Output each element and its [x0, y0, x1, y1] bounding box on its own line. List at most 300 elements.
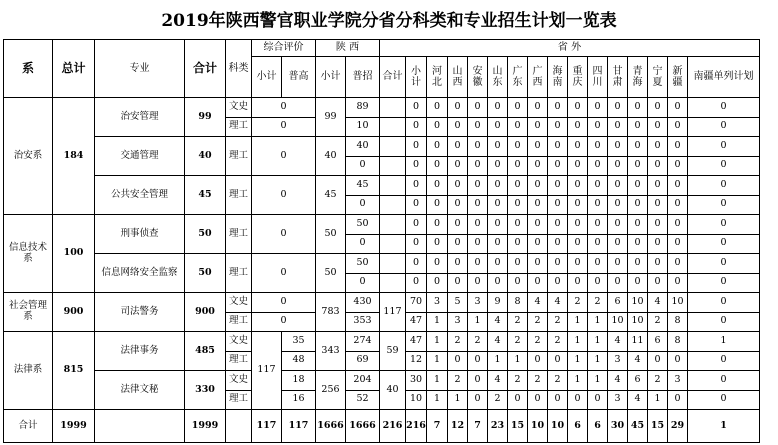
- out-value-cell: 47: [405, 312, 427, 333]
- out-value-cell: 0: [447, 214, 468, 235]
- out-value-cell: 0: [627, 175, 648, 196]
- header-province: 广东: [507, 56, 528, 98]
- out-value-cell: 0: [426, 136, 448, 157]
- out-value-cell: 0: [567, 156, 588, 177]
- totals-comp-high: 117: [281, 409, 316, 443]
- out-value-cell: 0: [627, 97, 648, 118]
- out-total-cell: 59: [379, 331, 406, 371]
- out-value-cell: 0: [567, 234, 588, 255]
- header-province: 新疆: [667, 56, 688, 98]
- totals-comp-sub: 117: [251, 409, 282, 443]
- out-value-cell: 10: [627, 292, 648, 313]
- dept-total: 100: [52, 214, 95, 293]
- out-value-cell: 0: [667, 175, 688, 196]
- out-value-cell: 0: [467, 117, 488, 138]
- out-value-cell: 0: [487, 195, 508, 216]
- sx-gen-cell: 430: [345, 292, 380, 313]
- subject-cell: 文史: [225, 292, 252, 313]
- out-value-cell: 3: [426, 292, 448, 313]
- out-value-cell: 0: [507, 273, 528, 294]
- out-total-cell: 117: [379, 292, 406, 332]
- out-value-cell: 0: [527, 390, 548, 411]
- out-value-cell: 0: [647, 136, 668, 157]
- totals-total: 1999: [52, 409, 95, 443]
- comp-cell: 0: [251, 117, 316, 138]
- out-value-cell: 4: [647, 292, 668, 313]
- header-comprehensive: 综合评价: [251, 39, 316, 57]
- out-value-cell: 1: [687, 331, 760, 352]
- totals-sx-sub: 1666: [315, 409, 346, 443]
- out-value-cell: 0: [667, 117, 688, 138]
- header-comp-high: 普高: [281, 56, 316, 98]
- out-value-cell: 0: [647, 156, 668, 177]
- out-value-cell: 3: [447, 312, 468, 333]
- major-name: 治安管理: [94, 97, 185, 137]
- sx-sub-cell: 783: [315, 292, 346, 332]
- out-value-cell: 0: [467, 214, 488, 235]
- header-province: 安徽: [467, 56, 488, 98]
- comp-cell: 0: [251, 214, 316, 254]
- out-value-cell: 0: [507, 136, 528, 157]
- out-value-cell: 0: [647, 234, 668, 255]
- out-value-cell: 0: [547, 214, 568, 235]
- out-value-cell: 0: [667, 351, 688, 372]
- totals-value: 15: [507, 409, 528, 443]
- out-value-cell: 3: [607, 390, 628, 411]
- totals-value: 29: [667, 409, 688, 443]
- totals-value: 1: [687, 409, 760, 443]
- out-value-cell: 6: [607, 292, 628, 313]
- out-value-cell: 0: [647, 195, 668, 216]
- out-value-cell: 4: [547, 292, 568, 313]
- out-value-cell: 0: [687, 390, 760, 411]
- out-value-cell: 2: [487, 390, 508, 411]
- out-value-cell: 0: [467, 370, 488, 391]
- header-sx-gen: 普招: [345, 56, 380, 98]
- out-value-cell: 0: [527, 214, 548, 235]
- header-province: 海南: [547, 56, 568, 98]
- header-comp-sub: 小计: [251, 56, 282, 98]
- header-province: 山东: [487, 56, 508, 98]
- out-value-cell: 6: [627, 370, 648, 391]
- out-value-cell: 0: [627, 195, 648, 216]
- out-value-cell: 0: [627, 234, 648, 255]
- out-value-cell: 0: [487, 175, 508, 196]
- out-value-cell: 0: [587, 136, 608, 157]
- out-value-cell: 0: [687, 117, 760, 138]
- major-name: 交通管理: [94, 136, 185, 176]
- out-value-cell: 4: [527, 292, 548, 313]
- sx-gen-cell: 50: [345, 214, 380, 235]
- subject-cell: 理工: [225, 117, 252, 138]
- out-value-cell: 0: [567, 214, 588, 235]
- out-total-cell: [379, 195, 406, 216]
- out-value-cell: 0: [547, 97, 568, 118]
- out-value-cell: 0: [447, 351, 468, 372]
- out-value-cell: 0: [607, 234, 628, 255]
- out-value-cell: 0: [607, 156, 628, 177]
- header-dept: 系: [3, 39, 53, 98]
- out-value-cell: 2: [507, 370, 528, 391]
- comp-cell: 0: [251, 292, 316, 313]
- out-value-cell: 1: [567, 370, 588, 391]
- out-value-cell: 0: [426, 273, 448, 294]
- major-name: 法律文秘: [94, 370, 185, 410]
- header-province: 广西: [527, 56, 548, 98]
- out-value-cell: 0: [547, 351, 568, 372]
- out-value-cell: 0: [547, 195, 568, 216]
- out-value-cell: 2: [587, 292, 608, 313]
- out-value-cell: 0: [687, 195, 760, 216]
- sx-gen-cell: 50: [345, 253, 380, 274]
- major-total: 45: [184, 175, 226, 215]
- out-value-cell: 1: [426, 331, 448, 352]
- dept-name: 信息技术系: [3, 214, 53, 293]
- out-value-cell: 0: [447, 136, 468, 157]
- sx-sub-cell: 99: [315, 97, 346, 137]
- sx-gen-cell: 40: [345, 136, 380, 157]
- out-value-cell: 0: [667, 97, 688, 118]
- out-value-cell: 0: [547, 136, 568, 157]
- sx-gen-cell: 0: [345, 195, 380, 216]
- out-value-cell: 0: [547, 234, 568, 255]
- out-value-cell: 4: [607, 331, 628, 352]
- totals-blank: [225, 409, 252, 443]
- out-value-cell: 0: [667, 214, 688, 235]
- out-value-cell: 4: [487, 312, 508, 333]
- out-value-cell: 0: [587, 253, 608, 274]
- out-value-cell: 0: [467, 136, 488, 157]
- header-outside: 省 外: [379, 39, 760, 57]
- out-value-cell: 0: [487, 156, 508, 177]
- subject-cell: 理工: [225, 175, 252, 215]
- out-value-cell: 30: [405, 370, 427, 391]
- sx-sub-cell: 256: [315, 370, 346, 410]
- out-value-cell: 0: [587, 273, 608, 294]
- out-value-cell: 0: [607, 253, 628, 274]
- totals-label: 合计: [3, 409, 53, 443]
- subject-cell: 理工: [225, 351, 252, 372]
- out-value-cell: 0: [467, 234, 488, 255]
- out-value-cell: 0: [667, 390, 688, 411]
- out-total-cell: [379, 97, 406, 118]
- totals-value: 10: [547, 409, 568, 443]
- out-value-cell: 0: [527, 195, 548, 216]
- totals-value: 7: [426, 409, 448, 443]
- out-value-cell: 0: [467, 97, 488, 118]
- out-value-cell: 1: [587, 370, 608, 391]
- out-value-cell: 12: [405, 351, 427, 372]
- header-subject: 科类: [225, 39, 252, 98]
- out-value-cell: 6: [647, 331, 668, 352]
- out-value-cell: 4: [627, 351, 648, 372]
- totals-value: 12: [447, 409, 468, 443]
- out-value-cell: 0: [647, 214, 668, 235]
- out-value-cell: 0: [567, 195, 588, 216]
- out-value-cell: 0: [667, 234, 688, 255]
- out-value-cell: 3: [467, 292, 488, 313]
- out-value-cell: 2: [567, 292, 588, 313]
- out-value-cell: 3: [667, 370, 688, 391]
- out-value-cell: 8: [667, 331, 688, 352]
- out-value-cell: 0: [587, 117, 608, 138]
- major-total: 900: [184, 292, 226, 332]
- sx-sub-cell: 45: [315, 175, 346, 215]
- out-value-cell: 0: [487, 253, 508, 274]
- out-value-cell: 0: [405, 234, 427, 255]
- header-province: 重庆: [567, 56, 588, 98]
- out-value-cell: 0: [607, 175, 628, 196]
- out-value-cell: 0: [507, 234, 528, 255]
- comp-cell: 0: [251, 175, 316, 215]
- out-value-cell: 0: [627, 156, 648, 177]
- out-value-cell: 0: [607, 195, 628, 216]
- out-value-cell: 0: [405, 175, 427, 196]
- out-value-cell: 0: [687, 312, 760, 333]
- sx-sub-cell: 40: [315, 136, 346, 176]
- out-value-cell: 0: [487, 117, 508, 138]
- sx-gen-cell: 69: [345, 351, 380, 372]
- out-value-cell: 0: [687, 97, 760, 118]
- out-value-cell: 0: [567, 253, 588, 274]
- out-value-cell: 0: [426, 156, 448, 177]
- out-value-cell: 0: [507, 117, 528, 138]
- out-value-cell: 1: [587, 312, 608, 333]
- totals-value: 45: [627, 409, 648, 443]
- header-province: 青海: [627, 56, 648, 98]
- out-total-cell: [379, 234, 406, 255]
- totals-value: 15: [647, 409, 668, 443]
- out-value-cell: 4: [627, 390, 648, 411]
- page-title: 2019年陕西警官职业学院分省分科类和专业招生计划一览表: [161, 11, 617, 31]
- out-value-cell: 1: [467, 312, 488, 333]
- out-value-cell: 0: [627, 136, 648, 157]
- out-value-cell: 0: [527, 273, 548, 294]
- out-value-cell: 0: [447, 253, 468, 274]
- sx-gen-cell: 10: [345, 117, 380, 138]
- totals-value: 10: [527, 409, 548, 443]
- out-value-cell: 0: [567, 175, 588, 196]
- out-value-cell: 0: [527, 253, 548, 274]
- major-total: 50: [184, 253, 226, 293]
- out-value-cell: 0: [587, 390, 608, 411]
- out-value-cell: 0: [447, 195, 468, 216]
- out-value-cell: 0: [507, 195, 528, 216]
- header-total: 总计: [52, 39, 95, 98]
- out-value-cell: 1: [647, 390, 668, 411]
- sx-gen-cell: 52: [345, 390, 380, 411]
- out-total-cell: [379, 175, 406, 196]
- out-value-cell: 0: [405, 214, 427, 235]
- out-value-cell: 2: [467, 331, 488, 352]
- out-value-cell: 0: [467, 156, 488, 177]
- out-value-cell: 0: [547, 117, 568, 138]
- header-shaanxi: 陕 西: [315, 39, 380, 57]
- out-value-cell: 0: [607, 97, 628, 118]
- out-value-cell: 2: [527, 312, 548, 333]
- dept-total: 815: [52, 331, 95, 410]
- out-value-cell: 70: [405, 292, 427, 313]
- out-value-cell: 2: [447, 370, 468, 391]
- major-total: 40: [184, 136, 226, 176]
- totals-value: 216: [405, 409, 427, 443]
- out-value-cell: 0: [607, 273, 628, 294]
- major-total: 485: [184, 331, 226, 371]
- out-value-cell: 8: [667, 312, 688, 333]
- out-value-cell: 0: [507, 175, 528, 196]
- out-value-cell: 0: [647, 97, 668, 118]
- dept-name: 社会管理系: [3, 292, 53, 332]
- out-value-cell: 0: [487, 273, 508, 294]
- out-value-cell: 0: [426, 253, 448, 274]
- out-value-cell: 0: [405, 253, 427, 274]
- header-province: 宁夏: [647, 56, 668, 98]
- out-value-cell: 0: [527, 175, 548, 196]
- dept-name: 治安系: [3, 97, 53, 215]
- out-value-cell: 0: [687, 234, 760, 255]
- out-value-cell: 1: [426, 390, 448, 411]
- out-value-cell: 4: [607, 370, 628, 391]
- comp-high-cell: 18: [281, 370, 316, 391]
- out-value-cell: 0: [567, 117, 588, 138]
- out-value-cell: 0: [587, 234, 608, 255]
- subject-cell: 理工: [225, 312, 252, 333]
- out-value-cell: 2: [527, 331, 548, 352]
- out-value-cell: 0: [507, 390, 528, 411]
- out-value-cell: 0: [547, 156, 568, 177]
- out-value-cell: 0: [647, 351, 668, 372]
- out-value-cell: 0: [527, 117, 548, 138]
- out-total-cell: [379, 253, 406, 274]
- major-name: 司法警务: [94, 292, 185, 332]
- out-value-cell: 0: [426, 195, 448, 216]
- out-value-cell: 1: [426, 351, 448, 372]
- totals-value: 6: [567, 409, 588, 443]
- out-value-cell: 0: [687, 292, 760, 313]
- subject-cell: 文史: [225, 370, 252, 391]
- out-value-cell: 0: [426, 175, 448, 196]
- out-value-cell: 0: [507, 214, 528, 235]
- out-value-cell: 0: [447, 234, 468, 255]
- out-value-cell: 2: [647, 370, 668, 391]
- major-name: 公共安全管理: [94, 175, 185, 215]
- out-value-cell: 0: [527, 351, 548, 372]
- out-value-cell: 1: [447, 390, 468, 411]
- subject-cell: 理工: [225, 390, 252, 411]
- subject-cell: 理工: [225, 253, 252, 293]
- out-value-cell: 0: [405, 117, 427, 138]
- header-out-total: 合计: [379, 56, 406, 98]
- out-value-cell: 0: [667, 136, 688, 157]
- out-value-cell: 0: [607, 214, 628, 235]
- header-sx-sub: 小计: [315, 56, 346, 98]
- out-value-cell: 0: [647, 117, 668, 138]
- out-value-cell: 0: [405, 273, 427, 294]
- out-value-cell: 0: [507, 97, 528, 118]
- major-name: 信息网络安全监察: [94, 253, 185, 293]
- out-value-cell: 0: [467, 253, 488, 274]
- out-value-cell: 2: [507, 312, 528, 333]
- sx-sub-cell: 50: [315, 253, 346, 293]
- out-value-cell: 0: [467, 195, 488, 216]
- header-major: 专业: [94, 39, 185, 98]
- out-value-cell: 0: [426, 214, 448, 235]
- out-value-cell: 0: [667, 156, 688, 177]
- out-total-cell: [379, 117, 406, 138]
- out-value-cell: 0: [507, 253, 528, 274]
- sx-gen-cell: 353: [345, 312, 380, 333]
- comp-high-cell: 48: [281, 351, 316, 372]
- out-value-cell: 0: [687, 156, 760, 177]
- sx-gen-cell: 0: [345, 156, 380, 177]
- totals-value: 7: [467, 409, 488, 443]
- header-province: 甘肃: [607, 56, 628, 98]
- subject-cell: 文史: [225, 97, 252, 118]
- out-value-cell: 1: [426, 312, 448, 333]
- header-out-sub: 小计: [405, 56, 427, 98]
- out-value-cell: 0: [687, 370, 760, 391]
- major-name: 刑事侦查: [94, 214, 185, 254]
- totals-blank: [94, 409, 185, 443]
- out-value-cell: 1: [587, 331, 608, 352]
- out-value-cell: 0: [447, 156, 468, 177]
- out-value-cell: 0: [547, 273, 568, 294]
- out-value-cell: 0: [467, 390, 488, 411]
- dept-name: 法律系: [3, 331, 53, 410]
- header-province: 河北: [426, 56, 448, 98]
- out-value-cell: 0: [467, 175, 488, 196]
- out-total-cell: [379, 136, 406, 157]
- out-total-cell: [379, 273, 406, 294]
- out-value-cell: 0: [527, 156, 548, 177]
- out-value-cell: 0: [667, 273, 688, 294]
- sx-gen-cell: 0: [345, 234, 380, 255]
- out-value-cell: 3: [607, 351, 628, 372]
- out-value-cell: 0: [467, 273, 488, 294]
- totals-subtotal: 1999: [184, 409, 226, 443]
- major-name: 法律事务: [94, 331, 185, 371]
- out-value-cell: 0: [687, 136, 760, 157]
- out-value-cell: 0: [587, 214, 608, 235]
- subject-cell: 文史: [225, 331, 252, 352]
- comp-cell: 0: [251, 136, 316, 176]
- header-province: 四川: [587, 56, 608, 98]
- out-value-cell: 1: [567, 351, 588, 372]
- sx-gen-cell: 45: [345, 175, 380, 196]
- out-value-cell: 0: [405, 195, 427, 216]
- out-value-cell: 4: [487, 370, 508, 391]
- out-value-cell: 2: [547, 312, 568, 333]
- out-value-cell: 0: [507, 156, 528, 177]
- totals-value: 23: [487, 409, 508, 443]
- sx-gen-cell: 0: [345, 273, 380, 294]
- out-value-cell: 10: [405, 390, 427, 411]
- out-value-cell: 1: [567, 331, 588, 352]
- header-province: 山西: [447, 56, 468, 98]
- out-value-cell: 0: [547, 390, 568, 411]
- out-value-cell: 0: [627, 117, 648, 138]
- out-value-cell: 0: [647, 175, 668, 196]
- comp-cell: 0: [251, 312, 316, 333]
- out-value-cell: 0: [547, 175, 568, 196]
- out-value-cell: 0: [627, 253, 648, 274]
- out-value-cell: 0: [667, 195, 688, 216]
- out-value-cell: 0: [467, 351, 488, 372]
- out-value-cell: 0: [627, 214, 648, 235]
- out-value-cell: 0: [447, 175, 468, 196]
- out-value-cell: 0: [487, 234, 508, 255]
- out-value-cell: 0: [487, 214, 508, 235]
